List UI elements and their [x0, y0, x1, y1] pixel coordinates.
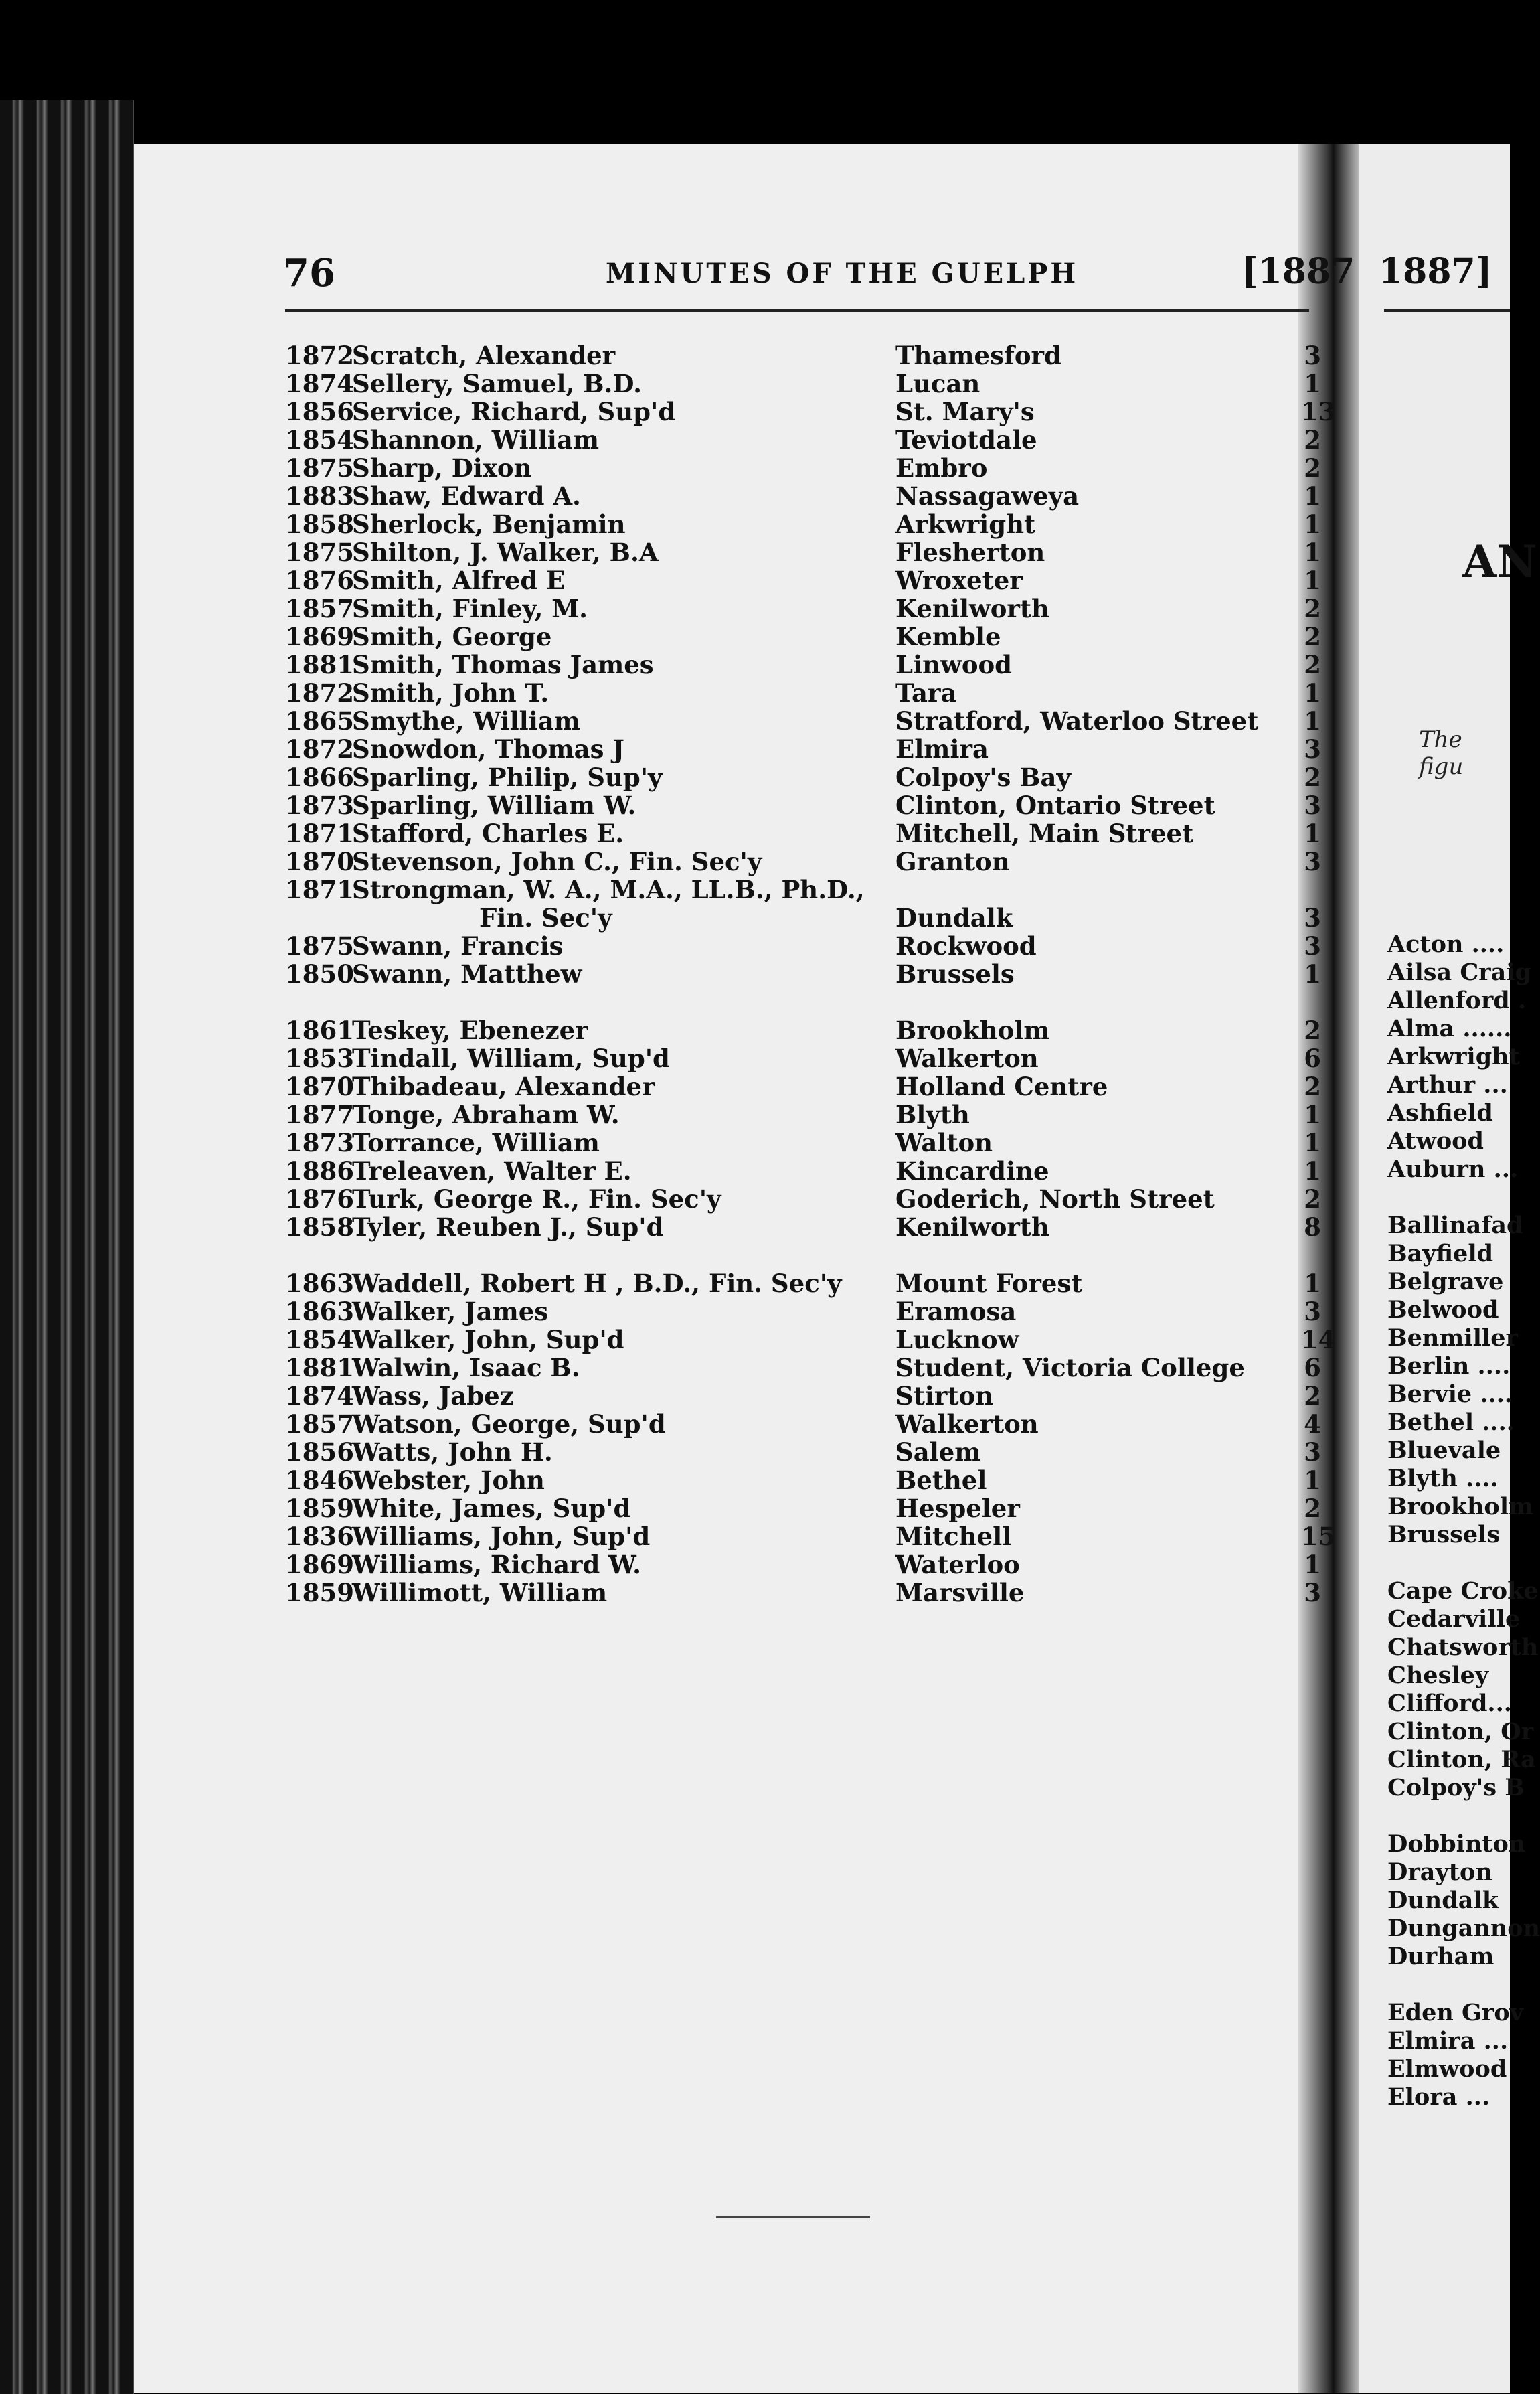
- place-item: Clifford...: [1387, 1690, 1512, 1717]
- entry-place: Stratford, Waterloo Street: [895, 706, 1259, 736]
- entry-place: Arkwright: [895, 509, 1036, 539]
- entry-count: 2: [1304, 1494, 1321, 1523]
- place-item: Elmira ...: [1387, 2027, 1509, 2055]
- place-gap: [1387, 1549, 1521, 1577]
- entry-place: Brussels: [895, 959, 1015, 989]
- place-gap: [1387, 1184, 1521, 1212]
- entry-name: Turk, George R., Fin. Sec'y: [352, 1184, 721, 1214]
- entry-name: Smythe, William: [352, 706, 580, 736]
- entry-year: 1871: [285, 819, 354, 848]
- entry-place: Bethel: [895, 1465, 987, 1495]
- entry-year: 1871: [285, 875, 354, 904]
- entry-count: 1: [1304, 959, 1321, 989]
- entry-name: Walwin, Isaac B.: [352, 1353, 580, 1382]
- place-gap: [1387, 1971, 1521, 1999]
- entry-name: Sparling, Philip, Sup'y: [352, 763, 663, 792]
- entry-name: Stafford, Charles E.: [352, 819, 624, 848]
- entry-place: Tara: [895, 678, 957, 708]
- entry-place: Brookholm: [895, 1016, 1050, 1045]
- entry-year: 1881: [285, 650, 354, 680]
- entry-place: Walton: [895, 1128, 993, 1158]
- place-item: Durham: [1387, 1943, 1494, 1970]
- entry-count: 1: [1304, 1269, 1321, 1298]
- book-spine: [0, 100, 134, 2394]
- place-item: Bluevale: [1387, 1437, 1501, 1464]
- entry-count: 2: [1304, 650, 1321, 680]
- entry-count: 2: [1304, 1016, 1321, 1045]
- entry-name: Smith, Finley, M.: [352, 594, 588, 623]
- entry-place: Flesherton: [895, 538, 1045, 567]
- entry-place: Goderich, North Street: [895, 1184, 1215, 1214]
- entry-row: [285, 903, 1321, 933]
- entry-row: [285, 509, 1321, 539]
- entry-row: [285, 1578, 1321, 1607]
- right-header-rule: [1384, 309, 1510, 312]
- entry-place: Waterloo: [895, 1550, 1020, 1579]
- entry-place: Walkerton: [895, 1044, 1039, 1073]
- entry-place: Walkerton: [895, 1409, 1039, 1439]
- entry-year: 1873: [285, 791, 354, 820]
- entry-name: Swann, Matthew: [352, 959, 582, 989]
- entry-name: Tindall, William, Sup'd: [352, 1044, 670, 1073]
- entry-row: [285, 1409, 1321, 1439]
- entry-year: 1886: [285, 1156, 354, 1186]
- entry-year: 1858: [285, 509, 354, 539]
- entry-year: 1857: [285, 594, 354, 623]
- entry-place: Student, Victoria College: [895, 1353, 1245, 1382]
- entry-place: Wroxeter: [895, 566, 1023, 595]
- entry-year: 1870: [285, 1072, 354, 1101]
- entry-name: Tonge, Abraham W.: [352, 1100, 620, 1129]
- entry-place: Salem: [895, 1437, 981, 1467]
- entry-count: 1: [1304, 481, 1321, 511]
- entry-year: 1874: [285, 1381, 354, 1411]
- entry-year: 1859: [285, 1578, 354, 1607]
- entry-year: 1861: [285, 1016, 354, 1045]
- entry-count: 1: [1304, 1128, 1321, 1158]
- entry-row: [285, 594, 1321, 623]
- entry-row: [285, 538, 1321, 567]
- place-item: Auburn ...: [1387, 1155, 1519, 1183]
- entry-count: 1: [1304, 706, 1321, 736]
- entry-name: Strongman, W. A., M.A., LL.B., Ph.D.,: [352, 875, 865, 904]
- entry-place: Lucknow: [895, 1325, 1019, 1354]
- place-item: Belwood: [1387, 1296, 1499, 1324]
- entry-year: 1874: [285, 369, 354, 398]
- entry-count: 2: [1304, 1184, 1321, 1214]
- entry-row: [285, 734, 1321, 764]
- entry-year: 1876: [285, 1184, 354, 1214]
- entry-place: Holland Centre: [895, 1072, 1108, 1101]
- entry-place: Linwood: [895, 650, 1013, 680]
- entry-name: Walker, John, Sup'd: [352, 1325, 624, 1354]
- entry-count: 1: [1304, 1465, 1321, 1495]
- entry-place: Elmira: [895, 734, 989, 764]
- place-item: Colpoy's B: [1387, 1774, 1525, 1802]
- entry-year: 1863: [285, 1269, 354, 1298]
- entry-count: 1: [1304, 819, 1321, 848]
- entry-year: 1857: [285, 1409, 354, 1439]
- entry-count: 13: [1301, 397, 1336, 426]
- place-item: Blyth ....: [1387, 1465, 1499, 1492]
- place-item: Eden Grov: [1387, 1999, 1524, 2026]
- section-gap: [285, 988, 1316, 1016]
- entry-row: [285, 1494, 1321, 1523]
- entry-count: 1: [1304, 566, 1321, 595]
- entry-name: Wass, Jabez: [352, 1381, 514, 1411]
- right-page-headword: AN: [1462, 536, 1537, 588]
- entry-row: [285, 622, 1321, 651]
- entry-row: [285, 931, 1321, 961]
- entry-place: Nassagaweya: [895, 481, 1080, 511]
- place-item: Allenford .: [1387, 987, 1527, 1014]
- entry-count: 15: [1301, 1522, 1336, 1551]
- entry-name: Treleaven, Walter E.: [352, 1156, 632, 1186]
- entry-year: 1865: [285, 706, 354, 736]
- entry-count: 2: [1304, 1072, 1321, 1101]
- place-item: Benmiller: [1387, 1324, 1518, 1352]
- entry-name: Waddell, Robert H , B.D., Fin. Sec'y: [352, 1269, 842, 1298]
- minister-list: [285, 341, 1336, 1607]
- entry-row: [285, 1072, 1321, 1101]
- entry-row: [285, 847, 1321, 876]
- entry-row: [285, 1550, 1321, 1579]
- entry-count: 4: [1304, 1409, 1321, 1439]
- entry-row: [285, 876, 1316, 904]
- entry-place: St. Mary's: [895, 397, 1035, 426]
- entry-year: 1875: [285, 453, 354, 483]
- place-item: Ailsa Craig: [1387, 959, 1532, 986]
- entry-row: [285, 1381, 1321, 1411]
- place-item: Elora ...: [1387, 2083, 1490, 2111]
- entry-name: Sellery, Samuel, B.D.: [352, 369, 643, 398]
- entry-year: 1872: [285, 678, 354, 708]
- place-item: Arkwright: [1387, 1043, 1520, 1070]
- place-item: Bervie ....: [1387, 1380, 1513, 1408]
- entry-row: [285, 453, 1321, 483]
- entry-place: Teviotdale: [895, 425, 1037, 455]
- entry-year: 1872: [285, 341, 354, 370]
- entry-name: Watts, John H.: [352, 1437, 553, 1467]
- place-item: Bayfield: [1387, 1240, 1494, 1267]
- entry-count: 6: [1304, 1044, 1321, 1073]
- entry-place: Eramosa: [895, 1297, 1017, 1326]
- entry-count: 3: [1304, 791, 1321, 820]
- entry-name: Sharp, Dixon: [352, 453, 532, 483]
- place-item: Arthur ...: [1387, 1071, 1508, 1099]
- entry-count: 14: [1301, 1325, 1336, 1354]
- end-rule: [716, 2216, 870, 2218]
- entry-row: [285, 678, 1321, 708]
- entry-name: Shilton, J. Walker, B.A: [352, 538, 659, 567]
- entry-year: 1875: [285, 931, 354, 961]
- entry-place: Kenilworth: [895, 1212, 1049, 1242]
- entry-row: [285, 1297, 1321, 1326]
- entry-year: 1836: [285, 1522, 354, 1551]
- entry-year: 1846: [285, 1465, 354, 1495]
- entry-year: 1853: [285, 1044, 354, 1073]
- place-item: Bethel ....: [1387, 1409, 1515, 1436]
- entry-count: 1: [1304, 1550, 1321, 1579]
- entry-name: Service, Richard, Sup'd: [352, 397, 676, 426]
- entry-row: [285, 1325, 1336, 1354]
- entry-name: Smith, Thomas James: [352, 650, 654, 680]
- place-item: Berlin ....: [1387, 1352, 1511, 1380]
- place-item: Belgrave: [1387, 1268, 1504, 1295]
- entry-count: 3: [1304, 847, 1321, 876]
- entry-year: 1850: [285, 959, 354, 989]
- right-page-year: 1887]: [1379, 251, 1492, 292]
- place-item: Atwood: [1387, 1127, 1484, 1155]
- entry-row: [285, 1437, 1321, 1467]
- entry-row: [285, 959, 1321, 989]
- entry-year: 1872: [285, 734, 354, 764]
- entry-name: Scratch, Alexander: [352, 341, 616, 370]
- entry-name: Smith, John T.: [352, 678, 549, 708]
- place-gap: [1387, 1802, 1521, 1830]
- entry-place: Colpoy's Bay: [895, 763, 1072, 792]
- place-item: Clinton, Or: [1387, 1718, 1534, 1745]
- entry-place: Stirton: [895, 1381, 994, 1411]
- entry-count: 2: [1304, 594, 1321, 623]
- entry-place: Rockwood: [895, 931, 1037, 961]
- entry-year: 1854: [285, 425, 354, 455]
- entry-year: 1866: [285, 763, 354, 792]
- entry-year: 1869: [285, 1550, 354, 1579]
- place-item: Brussels: [1387, 1521, 1501, 1548]
- place-item: Drayton: [1387, 1858, 1492, 1886]
- entry-row: [285, 341, 1321, 370]
- entry-name: Sparling, William W.: [352, 791, 636, 820]
- entry-place: Blyth: [895, 1100, 970, 1129]
- entry-count: 1: [1304, 1100, 1321, 1129]
- entry-name: Stevenson, John C., Fin. Sec'y: [352, 847, 762, 876]
- place-item: Chesley: [1387, 1662, 1489, 1689]
- entry-year: 1875: [285, 538, 354, 567]
- place-item: Alma ......: [1387, 1015, 1512, 1042]
- entry-place: Clinton, Ontario Street: [895, 791, 1215, 820]
- entry-place: Granton: [895, 847, 1010, 876]
- entry-row: [285, 650, 1321, 680]
- entry-row: [285, 763, 1321, 792]
- entry-name: Williams, John, Sup'd: [352, 1522, 651, 1551]
- entry-year: 1854: [285, 1325, 354, 1354]
- place-item: Cedarville: [1387, 1605, 1521, 1633]
- entry-row: [285, 1016, 1321, 1045]
- entry-name: Swann, Francis: [352, 931, 564, 961]
- entry-row: [285, 1128, 1321, 1158]
- place-item: Clinton, Ra: [1387, 1746, 1536, 1773]
- entry-year: 1873: [285, 1128, 354, 1158]
- entry-row: [285, 1156, 1321, 1186]
- entry-year: 1859: [285, 1494, 354, 1523]
- entry-name: Williams, Richard W.: [352, 1550, 641, 1579]
- entry-name: Fin. Sec'y: [479, 903, 612, 933]
- entry-place: Kincardine: [895, 1156, 1049, 1186]
- entry-count: 3: [1304, 341, 1321, 370]
- entry-name: Torrance, William: [352, 1128, 600, 1158]
- entry-row: [285, 566, 1321, 595]
- entry-row: [285, 706, 1321, 736]
- entry-place: Embro: [895, 453, 988, 483]
- entry-year: 1856: [285, 397, 354, 426]
- entry-row: [285, 1522, 1336, 1551]
- place-item: Dungannon: [1387, 1915, 1540, 1942]
- entry-year: 1883: [285, 481, 354, 511]
- entry-name: Sherlock, Benjamin: [352, 509, 626, 539]
- entry-row: [285, 1184, 1321, 1214]
- page-number: 76: [283, 251, 335, 295]
- place-item: Ballinafad: [1387, 1212, 1523, 1239]
- entry-row: [285, 397, 1336, 426]
- entry-count: 1: [1304, 538, 1321, 567]
- entry-count: 1: [1304, 678, 1321, 708]
- entry-count: 1: [1304, 509, 1321, 539]
- entry-year: 1881: [285, 1353, 354, 1382]
- entry-row: [285, 1465, 1321, 1495]
- entry-place: Hespeler: [895, 1494, 1020, 1523]
- entry-count: 2: [1304, 622, 1321, 651]
- place-item: Elmwood: [1387, 2055, 1507, 2083]
- entry-row: [285, 1212, 1321, 1242]
- entry-place: Kemble: [895, 622, 1001, 651]
- entry-year: 1877: [285, 1100, 354, 1129]
- entry-row: [285, 1269, 1321, 1298]
- entry-year: 1863: [285, 1297, 354, 1326]
- entry-count: 6: [1304, 1353, 1321, 1382]
- entry-name: Smith, Alfred E: [352, 566, 566, 595]
- entry-place: Mount Forest: [895, 1269, 1083, 1298]
- entry-count: 3: [1304, 903, 1321, 933]
- entry-year: 1876: [285, 566, 354, 595]
- entry-row: [285, 1353, 1321, 1382]
- entry-count: 8: [1304, 1212, 1321, 1242]
- entry-row: [285, 1100, 1321, 1129]
- section-gap: [285, 1241, 1316, 1269]
- entry-place: Mitchell: [895, 1522, 1012, 1551]
- place-item: Cape Croke: [1387, 1577, 1539, 1605]
- entry-name: Thibadeau, Alexander: [352, 1072, 655, 1101]
- entry-name: Tyler, Reuben J., Sup'd: [352, 1212, 664, 1242]
- running-title: MINUTES OF THE GUELPH: [606, 258, 1079, 289]
- entry-place: Thamesford: [895, 341, 1061, 370]
- entry-name: Willimott, William: [352, 1578, 608, 1607]
- entry-count: 3: [1304, 1297, 1321, 1326]
- entry-place: Kenilworth: [895, 594, 1049, 623]
- entry-place: Lucan: [895, 369, 980, 398]
- entry-count: 3: [1304, 1437, 1321, 1467]
- entry-count: 2: [1304, 453, 1321, 483]
- entry-name: White, James, Sup'd: [352, 1494, 631, 1523]
- entry-year: 1869: [285, 622, 354, 651]
- entry-name: Shannon, William: [352, 425, 599, 455]
- entry-row: [285, 819, 1321, 848]
- right-page-caption: The figu: [1419, 726, 1464, 780]
- entry-row: [285, 369, 1321, 398]
- entry-name: Teskey, Ebenezer: [352, 1016, 588, 1045]
- entry-place: Marsville: [895, 1578, 1025, 1607]
- entry-year: 1870: [285, 847, 354, 876]
- entry-count: 1: [1304, 1156, 1321, 1186]
- entry-count: 1: [1304, 369, 1321, 398]
- entry-name: Watson, George, Sup'd: [352, 1409, 666, 1439]
- running-year: [1887: [1242, 251, 1355, 292]
- entry-place: Mitchell, Main Street: [895, 819, 1194, 848]
- place-item: Brookholm: [1387, 1493, 1534, 1520]
- entry-name: Smith, George: [352, 622, 552, 651]
- place-item: Chatsworth: [1387, 1633, 1539, 1661]
- entry-row: [285, 425, 1321, 455]
- place-item: Acton ....: [1387, 931, 1505, 958]
- entry-count: 2: [1304, 1381, 1321, 1411]
- entry-name: Walker, James: [352, 1297, 549, 1326]
- entry-count: 2: [1304, 425, 1321, 455]
- entry-place: Dundalk: [895, 903, 1013, 933]
- right-page-place-list: [1387, 931, 1540, 2111]
- place-item: Dobbinton: [1387, 1830, 1526, 1858]
- entry-row: [285, 1044, 1321, 1073]
- entry-row: [285, 791, 1321, 820]
- entry-count: 3: [1304, 734, 1321, 764]
- place-item: Ashfield: [1387, 1099, 1493, 1127]
- entry-row: [285, 481, 1321, 511]
- entry-name: Webster, John: [352, 1465, 545, 1495]
- place-item: Dundalk: [1387, 1887, 1499, 1914]
- entry-count: 3: [1304, 1578, 1321, 1607]
- entry-year: 1858: [285, 1212, 354, 1242]
- entry-count: 3: [1304, 931, 1321, 961]
- entry-year: 1856: [285, 1437, 354, 1467]
- header-rule: [285, 309, 1309, 312]
- entry-name: Shaw, Edward A.: [352, 481, 581, 511]
- entry-count: 2: [1304, 763, 1321, 792]
- entry-name: Snowdon, Thomas J: [352, 734, 624, 764]
